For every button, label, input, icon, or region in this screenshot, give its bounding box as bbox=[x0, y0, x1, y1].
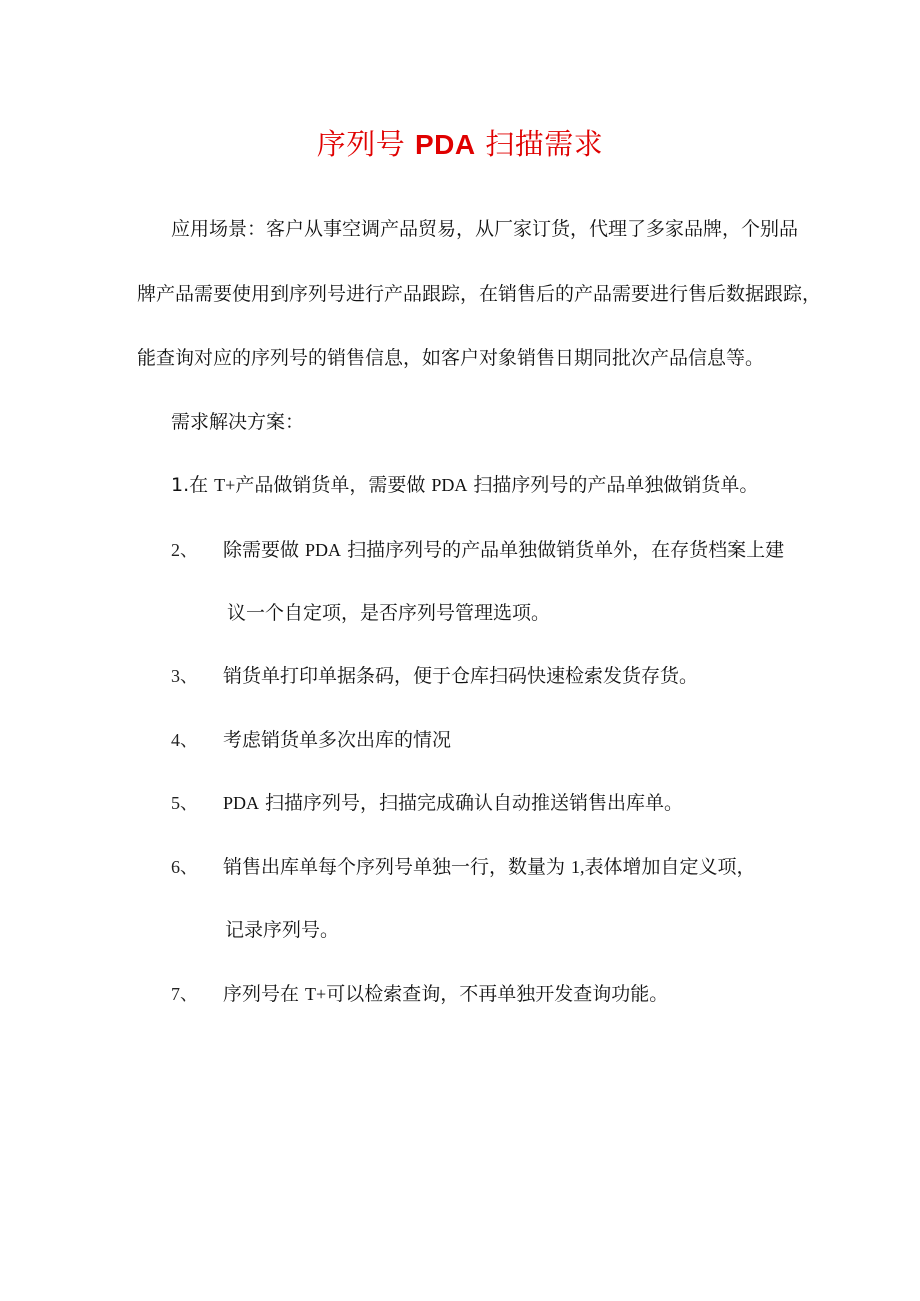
item7-latin: T+ bbox=[305, 984, 327, 1004]
solution-item-2-line-1 bbox=[223, 538, 784, 562]
item7-post: 可以检索查询，不再单独开发查询功能。 bbox=[326, 983, 669, 1005]
item2-pre: 除需要做 bbox=[223, 539, 306, 561]
item6-number: 6、 bbox=[171, 857, 198, 877]
item1-mid: 产品做销货单，需要做 bbox=[235, 474, 432, 496]
item1-latin-2: PDA bbox=[431, 475, 468, 495]
title-text-latin: PDA bbox=[414, 129, 476, 160]
item5-number: 5、 bbox=[171, 793, 198, 813]
scenario-line-1: 应用场景：客户从事空调产品贸易，从厂家订货，代理了多家品牌，个别品 bbox=[171, 218, 799, 240]
item2-number: 2、 bbox=[171, 540, 198, 560]
title-text-post: 扫描需求 bbox=[475, 127, 604, 161]
solution-item-5 bbox=[223, 791, 683, 815]
item5-text: 扫描序列号，扫描完成确认自动推送销售出库单。 bbox=[259, 792, 684, 814]
solution-item-2-line-2: 议一个自定项，是否序列号管理选项。 bbox=[227, 602, 551, 624]
item1-latin-1: T+ bbox=[214, 475, 236, 495]
item6-pre: 销售出库单每个序列号单独一行，数量为 bbox=[223, 856, 572, 878]
solution-item-7 bbox=[223, 982, 668, 1006]
item4-number: 4、 bbox=[171, 730, 198, 750]
item6-post: 表体增加自定义项， bbox=[584, 856, 756, 878]
item7-number: 7、 bbox=[171, 984, 198, 1004]
item1-prefix: 1.在 bbox=[171, 474, 215, 496]
item2-latin: PDA bbox=[305, 540, 342, 560]
solution-item-1 bbox=[171, 473, 758, 497]
item2-line1-post: 扫描序列号的产品单独做销货单外，在存货档案上建 bbox=[341, 539, 785, 561]
solution-item-4: 考虑销货单多次出库的情况 bbox=[223, 729, 452, 751]
solution-item-6-line-2: 记录序列号。 bbox=[225, 919, 340, 941]
scenario-line-3: 能查询对应的序列号的销售信息，如客户对象销售日期同批次产品信息等。 bbox=[137, 347, 765, 369]
item3-number: 3、 bbox=[171, 666, 198, 686]
title-text-pre: 序列号 bbox=[316, 127, 415, 161]
scenario-line-2: 牌产品需要使用到序列号进行产品跟踪，在销售后的产品需要进行售后数据跟踪， bbox=[137, 283, 822, 305]
solution-item-3: 销货单打印单据条码，便于仓库扫码快速检索发货存货。 bbox=[223, 665, 699, 687]
item5-latin: PDA bbox=[223, 793, 260, 813]
item1-suffix: 扫描序列号的产品单独做销货单。 bbox=[467, 474, 759, 496]
item6-latin: 1, bbox=[571, 857, 585, 877]
item7-pre: 序列号在 bbox=[223, 983, 306, 1005]
document-title bbox=[0, 122, 920, 163]
solution-item-6-line-1 bbox=[223, 855, 756, 879]
solution-heading: 需求解决方案： bbox=[171, 411, 305, 433]
